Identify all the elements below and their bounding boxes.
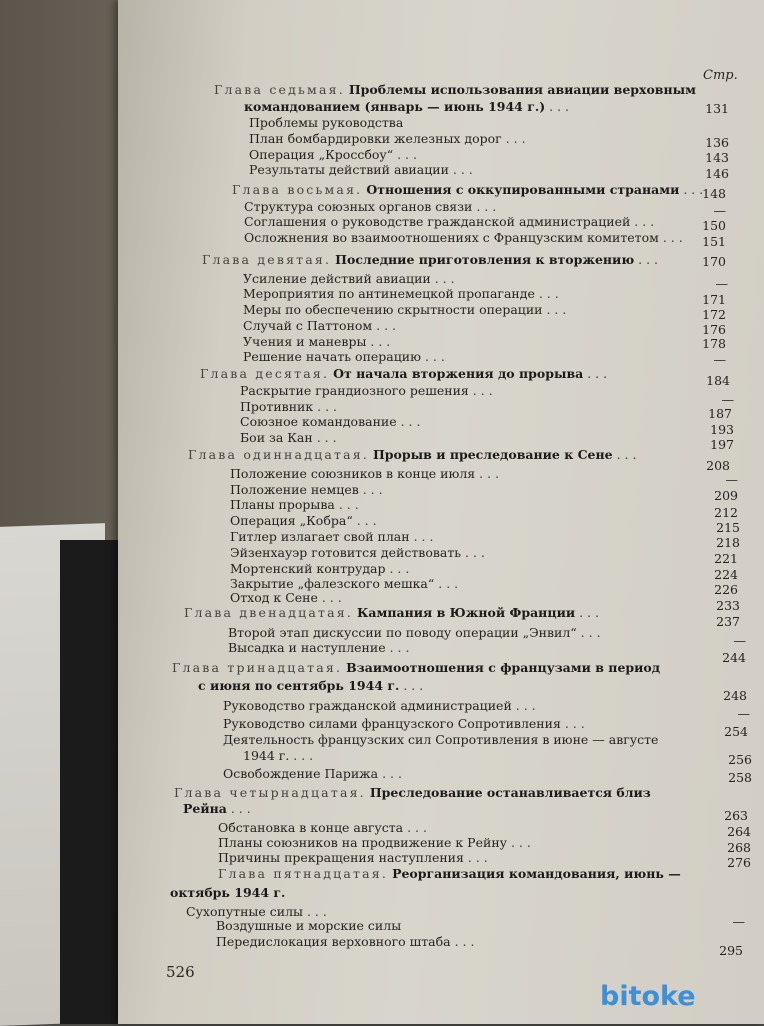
- entry-title: Рейна: [183, 801, 227, 816]
- entry-page-number: —: [737, 706, 750, 721]
- toc-entry: [228, 625, 601, 640]
- toc-chapter-heading: [200, 366, 607, 381]
- entry-title: Передислокация верховного штаба: [216, 934, 451, 949]
- toc-entry: [243, 302, 566, 317]
- toc-chapter-heading: [174, 785, 651, 800]
- entry-title: Гитлер излагает свой план: [230, 529, 410, 544]
- leader-dots: . . .: [463, 850, 488, 865]
- entry-title: Учения и маневры: [243, 334, 367, 349]
- leader-dots: . . .: [472, 199, 497, 214]
- toc-entry: [244, 230, 683, 245]
- entry-title: Противник: [240, 399, 314, 414]
- leader-dots: . . .: [366, 334, 391, 349]
- leader-dots: . . .: [226, 801, 251, 816]
- entry-title: Мортенский контрудар: [230, 561, 386, 576]
- toc-chapter-heading: [218, 866, 681, 881]
- leader-dots: . . .: [501, 131, 526, 146]
- background-dark-edge: [60, 540, 120, 1024]
- toc-entry: [230, 576, 458, 591]
- entry-title: Реорганизация командования, июнь —: [392, 866, 681, 881]
- entry-title: Соглашения о руководстве гражданской администрацией: [244, 214, 631, 229]
- chapter-label: Глава пятнадцатая.: [218, 866, 389, 881]
- entry-title: Усиление действий авиации: [243, 271, 431, 286]
- chapter-label: Глава тринадцатая.: [172, 660, 343, 675]
- entry-page-number: —: [713, 352, 726, 367]
- leader-dots: . . .: [312, 430, 337, 445]
- leader-dots: . . .: [409, 529, 434, 544]
- leader-dots: . . .: [313, 399, 338, 414]
- entry-title: Осложнения во взаимоотношениях с Французским комитетом: [244, 230, 659, 245]
- entry-title: Планы прорыва: [230, 497, 335, 512]
- entry-title: Результаты действий авиации: [249, 162, 449, 177]
- toc-entry: [183, 801, 251, 816]
- entry-page-number: —: [721, 392, 734, 407]
- toc-entry: [244, 214, 654, 229]
- entry-title: Проблемы использования авиации верховным: [348, 82, 697, 97]
- entry-title: Структура союзных органов связи: [244, 199, 473, 214]
- entry-title: Операция „Кроссбоу“: [249, 147, 394, 162]
- entry-title: Обстановка в конце августа: [218, 820, 404, 835]
- toc-entry: [218, 835, 531, 850]
- toc-entry: [243, 318, 396, 333]
- leader-dots: . . .: [434, 576, 459, 591]
- entry-page-number: 224: [714, 567, 738, 582]
- entry-page-number: 276: [727, 855, 751, 870]
- entry-title: Отход к Сене: [230, 590, 318, 605]
- entry-page-number: 170: [702, 254, 726, 269]
- leader-dots: . . .: [542, 302, 567, 317]
- entry-title: Освобождение Парижа: [223, 766, 379, 781]
- toc-chapter-heading: [202, 252, 658, 267]
- chapter-label: Глава четырнадцатая.: [174, 785, 366, 800]
- entry-title: Последние приготовления к вторжению: [335, 252, 635, 267]
- leader-dots: . . .: [507, 835, 531, 850]
- entry-title: Преследование останавливается близ: [369, 785, 651, 800]
- page-column-header: Стр.: [703, 68, 738, 83]
- toc-entry: [230, 513, 377, 528]
- entry-title: Руководство силами французского Сопротивления: [223, 716, 561, 731]
- entry-title: Прорыв и преследование к Сене: [373, 447, 613, 462]
- toc-entry: [230, 466, 499, 481]
- entry-page-number: 187: [708, 406, 732, 421]
- entry-page-number: 136: [705, 135, 729, 150]
- leader-dots: . . .: [448, 162, 473, 177]
- entry-title: План бомбардировки железных дорог: [249, 131, 502, 146]
- toc-entry: [223, 716, 585, 731]
- leader-dots: . . .: [403, 820, 427, 835]
- toc-entry: [240, 399, 337, 414]
- entry-title: Планы союзников на продвижение к Рейну: [218, 835, 508, 850]
- entry-title: Операция „Кобра“: [230, 513, 353, 528]
- toc-entry: [198, 678, 423, 693]
- leader-dots: . . .: [317, 590, 342, 605]
- entry-page-number: 264: [727, 824, 751, 839]
- leader-dots: . . .: [560, 716, 585, 731]
- toc-chapter-heading: [184, 605, 599, 620]
- entry-page-number: 215: [716, 520, 740, 535]
- leader-dots: . . .: [334, 497, 359, 512]
- entry-title: Положение немцев: [230, 482, 359, 497]
- entry-page-number: 295: [719, 943, 743, 958]
- leader-dots: . . .: [450, 934, 475, 949]
- entry-title: Взаимоотношения с французами в период: [346, 660, 661, 675]
- leader-dots: . . .: [612, 447, 637, 462]
- entry-page-number: 146: [705, 166, 729, 181]
- entry-page-number: 256: [728, 752, 752, 767]
- entry-page-number: —: [713, 203, 726, 218]
- toc-entry: [243, 286, 559, 301]
- entry-page-number: 268: [727, 840, 751, 855]
- entry-page-number: 172: [702, 307, 726, 322]
- watermark-text: bitoke: [600, 980, 696, 1012]
- leader-dots: . . .: [679, 182, 704, 197]
- toc-chapter-heading: [232, 182, 703, 197]
- leader-dots: . . .: [289, 748, 314, 763]
- entry-title: Сухопутные силы: [186, 904, 303, 919]
- entry-page-number: 233: [716, 598, 740, 613]
- toc-entry: [218, 850, 488, 865]
- entry-page-number: 248: [723, 688, 747, 703]
- entry-page-number: —: [725, 472, 738, 487]
- entry-title: Эйзенхауэр готовится действовать: [230, 545, 462, 560]
- toc-entry: [244, 99, 569, 114]
- entry-page-number: 178: [702, 336, 726, 351]
- watermark-logo: [600, 977, 752, 1015]
- entry-title: Отношения с оккупированными странами: [366, 182, 680, 197]
- toc-entry: [230, 482, 383, 497]
- entry-page-number: 263: [724, 808, 748, 823]
- leader-dots: . . .: [385, 561, 410, 576]
- leader-dots: . . .: [385, 640, 410, 655]
- entry-title: командованием (январь — июнь 1944 г.): [244, 99, 546, 114]
- toc-entry: [249, 162, 473, 177]
- entry-page-number: 148: [702, 186, 726, 201]
- entry-title: Положение союзников в конце июля: [230, 466, 476, 481]
- entry-page-number: 212: [714, 505, 738, 520]
- entry-title: От начала вторжения до прорыва: [333, 366, 584, 381]
- chapter-label: Глава одиннадцатая.: [188, 447, 370, 462]
- leader-dots: . . .: [372, 318, 396, 333]
- toc-entry: [230, 529, 433, 544]
- leader-dots: . . .: [575, 605, 599, 620]
- leader-dots: . . .: [393, 147, 417, 162]
- toc-entry: [249, 131, 526, 146]
- entry-title: Причины прекращения наступления: [218, 850, 464, 865]
- entry-title: Меры по обеспечению скрытности операции: [243, 302, 543, 317]
- toc-entry: [243, 349, 445, 364]
- entry-title: Руководство гражданской администрацией: [223, 698, 512, 713]
- entry-title: Деятельность французских сил Сопротивления в июне — августе: [223, 732, 659, 747]
- entry-page-number: 184: [706, 373, 730, 388]
- entry-title: Случай с Паттоном: [243, 318, 373, 333]
- leader-dots: . . .: [399, 678, 424, 693]
- leader-dots: . . .: [358, 482, 383, 497]
- toc-entry: [216, 934, 474, 949]
- leader-dots: . . .: [352, 513, 377, 528]
- toc-entry: [249, 147, 417, 162]
- entry-title: октябрь 1944 г.: [170, 885, 286, 900]
- entry-title: Второй этап дискуссии по поводу операции „Энвил“: [228, 625, 577, 640]
- entry-page-number: 254: [724, 724, 748, 739]
- leader-dots: . . .: [475, 466, 500, 481]
- leader-dots: . . .: [468, 383, 493, 398]
- book-page: [118, 0, 764, 1024]
- entry-page-number: 258: [728, 770, 752, 785]
- leader-dots: . . .: [545, 99, 570, 114]
- leader-dots: . . .: [302, 904, 327, 919]
- toc-entry: [230, 561, 409, 576]
- leader-dots: . . .: [421, 349, 445, 364]
- chapter-label: Глава двенадцатая.: [184, 605, 354, 620]
- chapter-label: Глава седьмая.: [214, 82, 345, 97]
- entry-page-number: 208: [706, 458, 730, 473]
- leader-dots: . . .: [583, 366, 608, 381]
- toc-entry: [223, 698, 536, 713]
- toc-entry: [216, 918, 401, 933]
- entry-page-number: 193: [710, 422, 734, 437]
- toc-entry: [218, 820, 427, 835]
- entry-page-number: 244: [722, 650, 746, 665]
- entry-page-number: 176: [702, 322, 726, 337]
- toc-entry: [243, 748, 313, 763]
- entry-page-number: 171: [702, 292, 726, 307]
- leader-dots: . . .: [378, 766, 402, 781]
- chapter-label: Глава девятая.: [202, 252, 332, 267]
- leader-dots: . . .: [511, 698, 536, 713]
- chapter-label: Глава десятая.: [200, 366, 330, 381]
- toc-entry: [186, 904, 327, 919]
- entry-title: Высадка и наступление: [228, 640, 386, 655]
- entry-title: Союзное командование: [240, 414, 397, 429]
- entry-page-number: 226: [714, 582, 738, 597]
- entry-title: Кампания в Южной Франции: [357, 605, 576, 620]
- entry-page-number: 218: [716, 535, 740, 550]
- toc-entry: [230, 545, 485, 560]
- toc-entry: [240, 383, 493, 398]
- entry-page-number: 237: [716, 614, 740, 629]
- toc-entry: [223, 732, 658, 747]
- entry-page-number: 131: [705, 101, 729, 116]
- entry-title: Раскрытие грандиозного решения: [240, 383, 469, 398]
- toc-entry: [223, 766, 402, 781]
- toc-chapter-heading: [188, 447, 636, 462]
- toc-entry: [243, 334, 390, 349]
- entry-title: Бои за Кан: [240, 430, 313, 445]
- page-number: 526: [166, 963, 195, 981]
- toc-entry: [243, 271, 455, 286]
- leader-dots: . . .: [658, 230, 683, 245]
- entry-page-number: 197: [710, 437, 734, 452]
- leader-dots: . . .: [430, 271, 455, 286]
- entry-page-number: —: [732, 914, 745, 929]
- leader-dots: . . .: [534, 286, 559, 301]
- entry-title: Закрытие „фалезского мешка“: [230, 576, 435, 591]
- entry-page-number: 143: [705, 150, 729, 165]
- toc-entry: [228, 640, 409, 655]
- leader-dots: . . .: [396, 414, 421, 429]
- toc-entry: [170, 885, 285, 900]
- leader-dots: . . .: [634, 252, 658, 267]
- entry-title: Воздушные и морские силы: [216, 918, 402, 933]
- toc-chapter-heading: [214, 82, 696, 97]
- entry-page-number: —: [715, 276, 728, 291]
- toc-entry: [230, 590, 342, 605]
- entry-page-number: 221: [714, 551, 738, 566]
- entry-page-number: 150: [702, 218, 726, 233]
- toc-entry: [240, 414, 420, 429]
- entry-title: Мероприятия по антинемецкой пропаганде: [243, 286, 535, 301]
- entry-page-number: —: [733, 633, 746, 648]
- toc-chapter-heading: [172, 660, 660, 675]
- toc-entry: [249, 115, 403, 130]
- entry-title: 1944 г.: [243, 748, 290, 763]
- chapter-label: Глава восьмая.: [232, 182, 363, 197]
- entry-page-number: 209: [714, 488, 738, 503]
- entry-title: Решение начать операцию: [243, 349, 422, 364]
- leader-dots: . . .: [576, 625, 601, 640]
- toc-entry: [230, 497, 359, 512]
- entry-title: Проблемы руководства: [249, 115, 404, 130]
- entry-page-number: 151: [702, 234, 726, 249]
- toc-entry: [244, 199, 496, 214]
- entry-title: с июня по сентябрь 1944 г.: [198, 678, 400, 693]
- toc-entry: [240, 430, 337, 445]
- leader-dots: . . .: [461, 545, 485, 560]
- leader-dots: . . .: [630, 214, 655, 229]
